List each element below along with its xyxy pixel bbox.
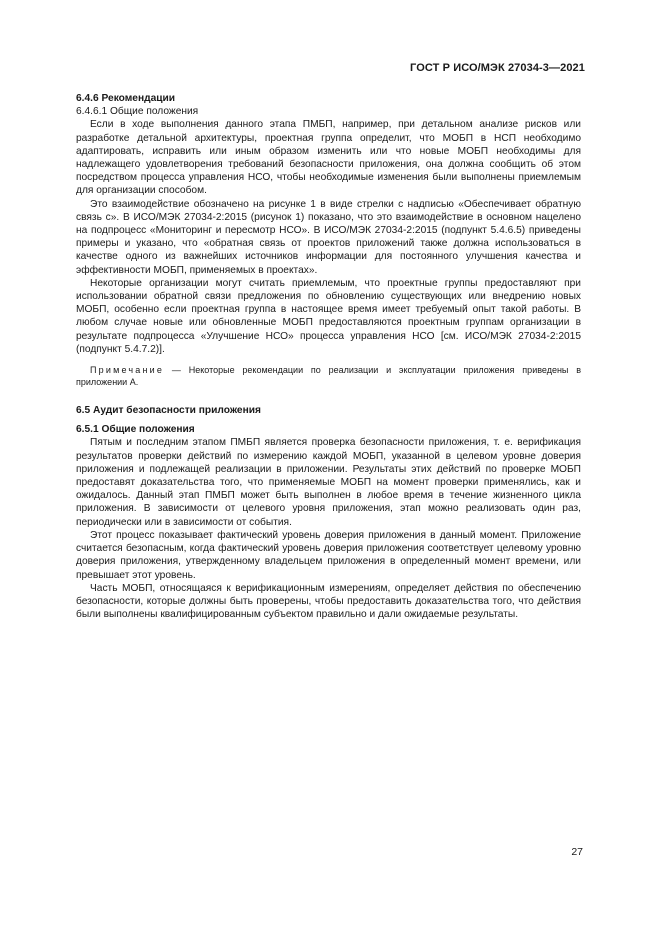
section-title-6-5: 6.5 Аудит безопасности приложения: [76, 405, 261, 417]
paragraph: Этот процесс показывает фактический уровень доверия приложения в данный момент. Приложение считается безопасным, когда фактический уровень доверия приложения соответствует целевому уровню доверия приложения, утвержденному владельцем приложения в определенный момент времени, или превышает этот уровень.: [76, 529, 581, 581]
paragraph: Это взаимодействие обозначено на рисунке 1 в виде стрелки с надписью «Обеспечивает обратную связь с». В ИСО/МЭК 27034-2:2015 (рисунок 1) показано, что это взаимодействие в основном нацелено на подпроцесс «Мониторинг и пересмотр НСО». В ИСО/МЭК 27034-2:2015 (подпункт 5.4.6.5) приведены примеры и указано, что «обратная связь от проектов приложений также должна использоваться в качестве одного из важнейших источников информации для постоянного улучшения качества и эффективности МОБП, применяемых в проектах».: [76, 198, 581, 276]
page-number: 27: [571, 846, 583, 858]
page-body: [76, 92, 581, 621]
paragraph: Если в ходе выполнения данного этапа ПМБП, например, при детальном анализе рисков или разработке детальной архитектуры, проектная группа определит, что МОБП в НСП необходимо адаптировать, исправить или иным образом изменить или что новые МОБП необходимы для надлежащего удовлетворения требований безопасности приложения, она должна сообщить об этом посредством процесса управления НСО, чтобы необходимые изменения были выполнены приемлемым для организации способом.: [76, 119, 581, 197]
subsection-title-6-5-1: 6.5.1 Общие положения: [76, 424, 195, 436]
note-label: Примечание: [90, 365, 165, 376]
note-text: — Некоторые рекомендации по реализации и эксплуатации приложения приведены в приложении А.: [76, 365, 581, 388]
section-title-6-4-6: 6.4.6 Рекомендации: [76, 93, 176, 104]
paragraph: Некоторые организации могут считать приемлемым, что проектные группы предоставляют при использовании обратной связи предложения по обновлению существующих или внедрению новых МОБП, особенно если проектная группа в настоящее время имеет требуемый опыт такой работы. В любом случае новые или обновленные МОБП предоставляются проектным группам организации в результате подпроцесса «Улучшение НСО» процесса управления НСО [см. ИСО/МЭК 27034-2:2015 (подпункт 5.4.7.2)].: [76, 277, 581, 355]
paragraph: Пятым и последним этапом ПМБП является проверка безопасности приложения, т. е. верификация результатов проверки действий по измерению каждой МОБП, указанной в целевом уровне доверия приложения и подлежащей реализации в приложении. Результаты этих действий по проверке МОБП предоставят доказательства того, что применяемые МОБП на момент проверки применялись, как и ожидалось. Данный этап ПМБП может быть выполнен в любое время в течение жизненного цикла приложения. В зависимости от целевого уровня приложения, этап можно реализовать один раз, периодически или в зависимости от события.: [76, 437, 581, 528]
paragraph: Часть МОБП, относящаяся к верификационным измерениям, определяет действия по обеспечению безопасности, которые должны быть проверены, чтобы предоставить доказательства того, что действия были выполнены квалифицированным субъектом правильно и дали ожидаемые результаты.: [76, 582, 581, 621]
note: [76, 364, 581, 388]
subsection-title-6-4-6-1: 6.4.6.1 Общие положения: [76, 106, 199, 118]
document-code: ГОСТ Р ИСО/МЭК 27034-3—2021: [410, 62, 585, 74]
